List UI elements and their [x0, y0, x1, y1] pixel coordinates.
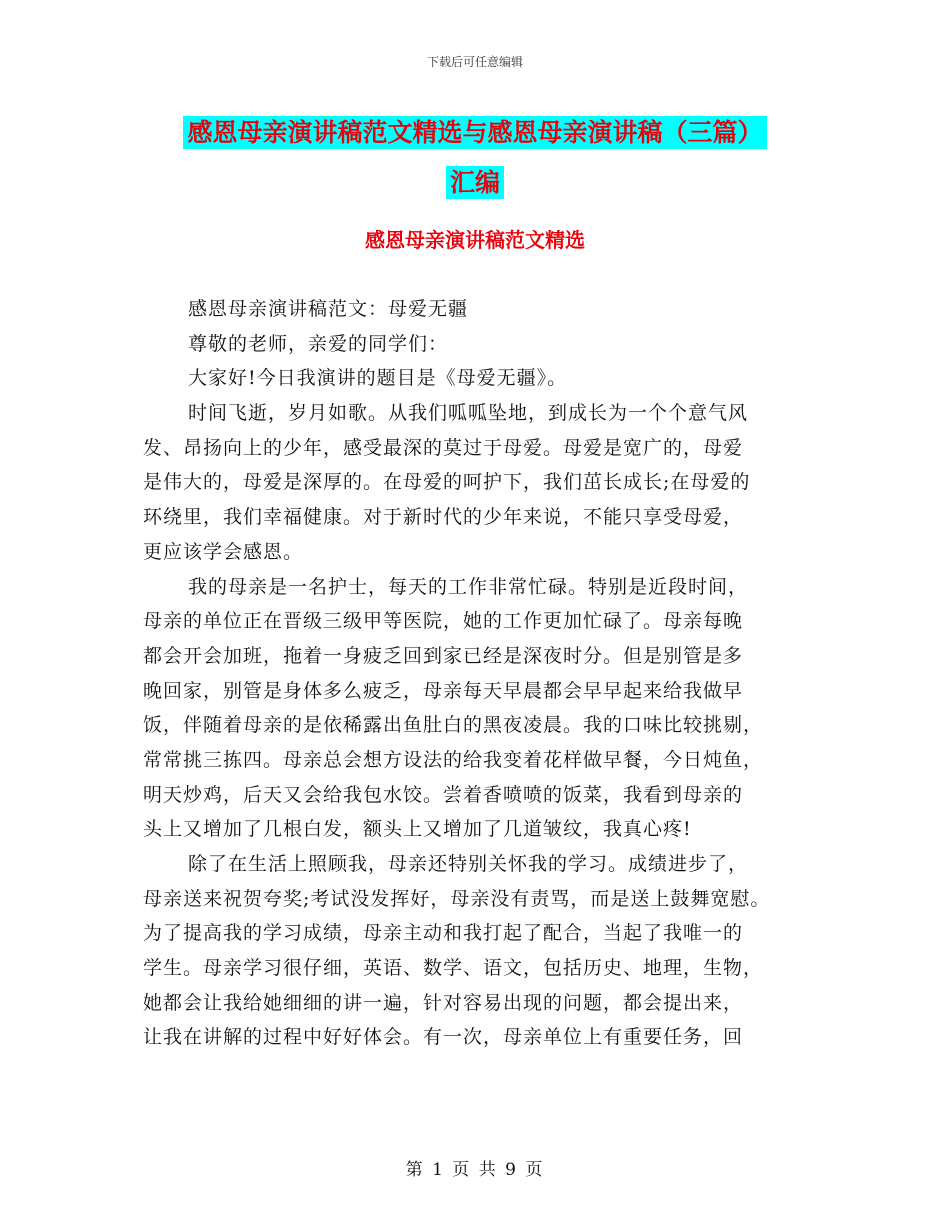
document-title [0, 108, 950, 208]
body-line: 母亲送来祝贺夸奖;考试没发挥好，母亲没有责骂，而是送上鼓舞宽慰。 [143, 887, 771, 910]
body-line: 让我在讲解的过程中好好体会。有一次，母亲单位上有重要任务，回 [143, 1026, 744, 1049]
body-line: 常常挑三拣四。母亲总会想方设法的给我变着花样做早餐，今日炖鱼， [143, 748, 764, 771]
body-line: 是伟大的，母爱是深厚的。在母爱的呵护下，我们茁长成长;在母爱的 [143, 471, 751, 494]
body-line: 环绕里，我们幸福健康。对于新时代的少年来说，不能只享受母爱， [143, 506, 744, 529]
body-line: 我的母亲是一名护士，每天的工作非常忙碌。特别是近段时间， [188, 575, 749, 598]
body-line: 大家好!今日我演讲的题目是《母爱无疆》。 [188, 367, 568, 390]
body-line: 都会开会加班，拖着一身疲乏回到家已经是深夜时分。但是别管是多 [143, 644, 744, 667]
body-line: 她都会让我给她细细的讲一遍，针对容易出现的问题，都会提出来， [143, 991, 744, 1014]
header-note: 下载后可任意编辑 [426, 55, 523, 69]
body-line: 为了提高我的学习成绩，母亲主动和我打起了配合，当起了我唯一的 [143, 922, 744, 945]
title-line-1: 感恩母亲演讲稿范文精选与感恩母亲演讲稿（三篇） [183, 116, 766, 149]
body-line: 母亲的单位正在晋级三级甲等医院，她的工作更加忙碌了。母亲每晚 [143, 610, 744, 633]
body-line: 时间飞逝，岁月如歌。从我们呱呱坠地，到成长为一个个意气风 [188, 402, 749, 425]
body-line: 学生。母亲学习很仔细，英语、数学、语文，包括历史、地理，生物， [143, 957, 764, 980]
body-line: 头上又增加了几根白发，额头上又增加了几道皱纹，我真心疼! [143, 818, 692, 841]
body-line: 除了在生活上照顾我，母亲还特别关怀我的学习。成绩进步了， [188, 853, 749, 875]
body-line: 饭，伴随着母亲的是依稀露出鱼肚白的黑夜凌晨。我的口味比较挑剔， [143, 714, 764, 737]
body-line: 发、昂扬向上的少年，感受最深的莫过于母爱。母爱是宽广的，母爱 [143, 436, 744, 459]
page-footer: 第 1 页 共 9 页 [405, 1160, 545, 1180]
body-line: 尊敬的老师，亲爱的同学们： [188, 332, 449, 355]
body-line: 明天炒鸡，后天又会给我包水饺。尝着香喷喷的饭菜，我看到母亲的 [143, 783, 744, 806]
body-line: 晚回家，别管是身体多么疲乏，母亲每天早晨都会早早起来给我做早 [143, 679, 744, 702]
body-text [143, 292, 808, 1055]
section-title: 感恩母亲演讲稿范文精选 [365, 228, 585, 252]
body-line: 更应该学会感恩。 [143, 540, 304, 563]
title-line-2: 汇编 [446, 166, 504, 199]
body-line: 感恩母亲演讲稿范文：母爱无疆 [188, 298, 469, 320]
